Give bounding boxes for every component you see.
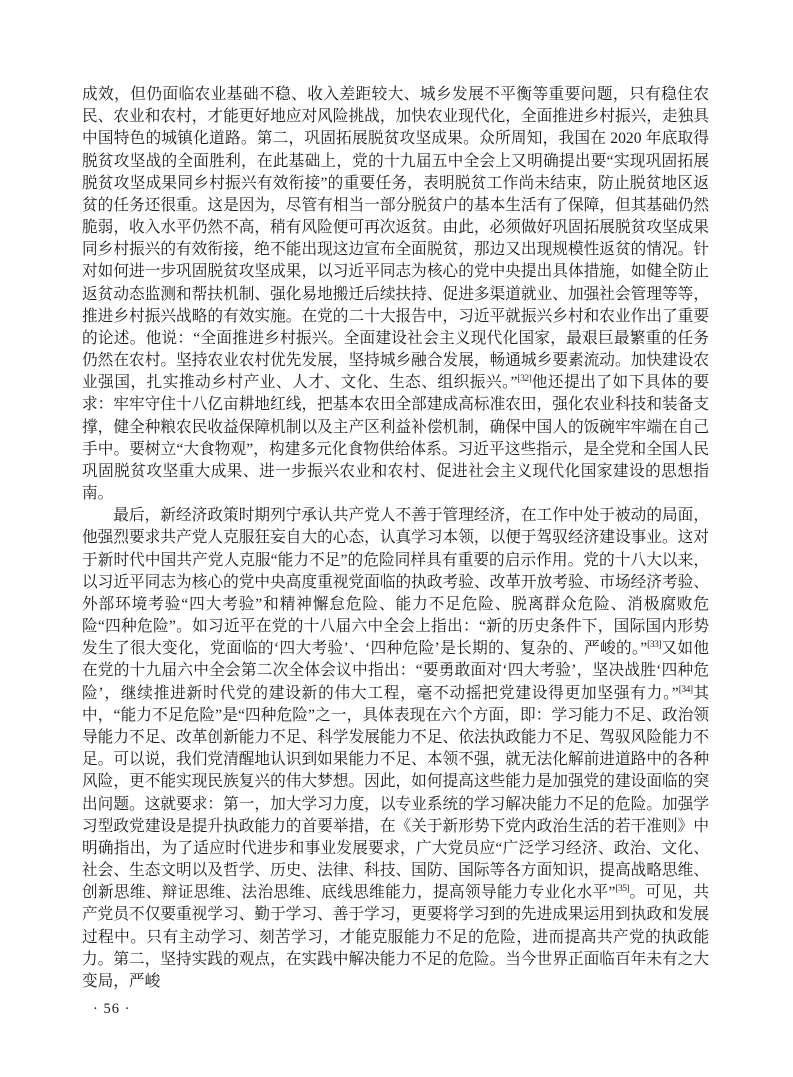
footnote-ref: [32] (517, 374, 532, 385)
footnote-ref: [33] (647, 640, 661, 651)
paragraph: 成效，但仍面临农业基础不稳、收入差距较大、城乡发展不平衡等重要问题，只有稳住农民、农业和农村，才能更好地应对风险挑战，加快农业现代化，全面推进乡村振兴，走独具中国特色的城镇化道路。第二，巩固拓展脱贫攻坚成果。众所周知，我国在 2020 年底取得脱贫攻坚战的全面胜利，在此基础上，党的十九届五中全会上又明确提出要“实现巩固拓展脱贫攻坚成果同乡村振兴有效衔接”的重要任务，表明脱贫工作尚未结束，防止脱贫地区返贫的任务还很重。这是因为，尽管有相当一部分脱贫户的基本生活有了保障，但其基础仍然脆弱，收入水平仍然不高，稍有风险便可再次返贫。由此，必须做好巩固拓展脱贫攻坚成果同乡村振兴的有效衔接，绝不能出现这边宣布全面脱贫，那边又出现规模性返贫的情况。针对如何进一步巩固脱贫攻坚成果，以习近平同志为核心的党中央提出具体措施，如健全防止返贫动态监测和帮扶机制、强化易地搬迁后续扶持、促进多渠道就业、加强社会管理等等，推进乡村振兴战略的有效实施。在党的二十大报告中，习近平就振兴乡村和农业作出了重要的论述。他说：“全面推进乡村振兴。全面建设社会主义现代化国家，最艰巨最繁重的任务仍然在农村。坚持农业农村优先发展，坚持城乡融合发展，畅通城乡要素流动。加快建设农业强国，扎实推动乡村产业、人才、文化、生态、组织振兴。”[32]他还提出了如下具体的要求：牢牢守住十八亿亩耕地红线，把基本农田全部建成高标准农田，强化农业科技和装备支撑，健全种粮农民收益保障机制以及主产区利益补偿机制，确保中国人的饭碗牢牢端在自己手中。要树立“大食物观”，构建多元化食物供给体系。习近平这些指示，是全党和全国人民巩固脱贫攻坚重大成果、进一步振兴农业和农村、促进社会主义现代化国家建设的思想指南。 (82, 86, 709, 503)
body-text (82, 84, 709, 993)
footnote-ref: [34] (678, 684, 693, 695)
paragraph: 最后，新经济政策时期列宁承认共产党人不善于管理经济，在工作中处于被动的局面，他强烈要求共产党人克服狂妄自大的心态，认真学习本领，以便于驾驭经济建设事业。这对于新时代中国共产党人克服“能力不足”的危险同样具有重要的启示作用。党的十八大以来，以习近平同志为核心的党中央高度重视党面临的执政考验、改革开放考验、市场经济考验、外部环境考验“四大考验”和精神懈怠危险、能力不足危险、脱离群众危险、消极腐败危险“四种危险”。如习近平在党的十八届六中全会上指出：“新的历史条件下，国际国内形势发生了很大变化，党面临的‘四大考验’、‘四种危险’是长期的、复杂的、严峻的。”[33]又如他在党的十九届六中全会第二次全体会议中指出：“要勇敢面对‘四大考验’，坚决战胜‘四种危险’，继续推进新时代党的建设新的伟大工程，毫不动摇把党建设得更加坚强有力。”[34]其中，“能力不足危险”是“四种危险”之一，具体表现在六个方面，即：学习能力不足、政治领导能力不足、改革创新能力不足、科学发展能力不足、依法执政能力不足、驾驭风险能力不足。可以说，我们党清醒地认识到如果能力不足、本领不强，就无法化解前进道路中的各种风险，更不能实现民族复兴的伟大梦想。因此，如何提高这些能力是加强党的建设面临的突出问题。这就要求：第一，加大学习力度，以专业系统的学习解决能力不足的危险。加强学习型政党建设是提升执政能力的首要举措，在《关于新形势下党内政治生活的若干准则》中明确指出，为了适应时代进步和事业发展要求，广大党员应“广泛学习经济、政治、文化、社会、生态文明以及哲学、历史、法律、科技、国防、国际等各方面知识，提高战略思维、创新思维、辩证思维、法治思维、底线思维能力，提高领导能力专业化水平”[35]。可见，共产党员不仅要重视学习、勤于学习、善于学习，更要将学习到的先进成果运用到执政和发展过程中。只有主动学习、刻苦学习，才能克服能力不足的危险，进而提高共产党的执政能力。第二，坚持实践的观点，在实践中解决能力不足的危险。当今世界正面临百年未有之大变局，严峻 (82, 507, 709, 990)
page-number: · 56 · (93, 1001, 131, 1017)
footnote-ref: [35] (615, 883, 630, 894)
